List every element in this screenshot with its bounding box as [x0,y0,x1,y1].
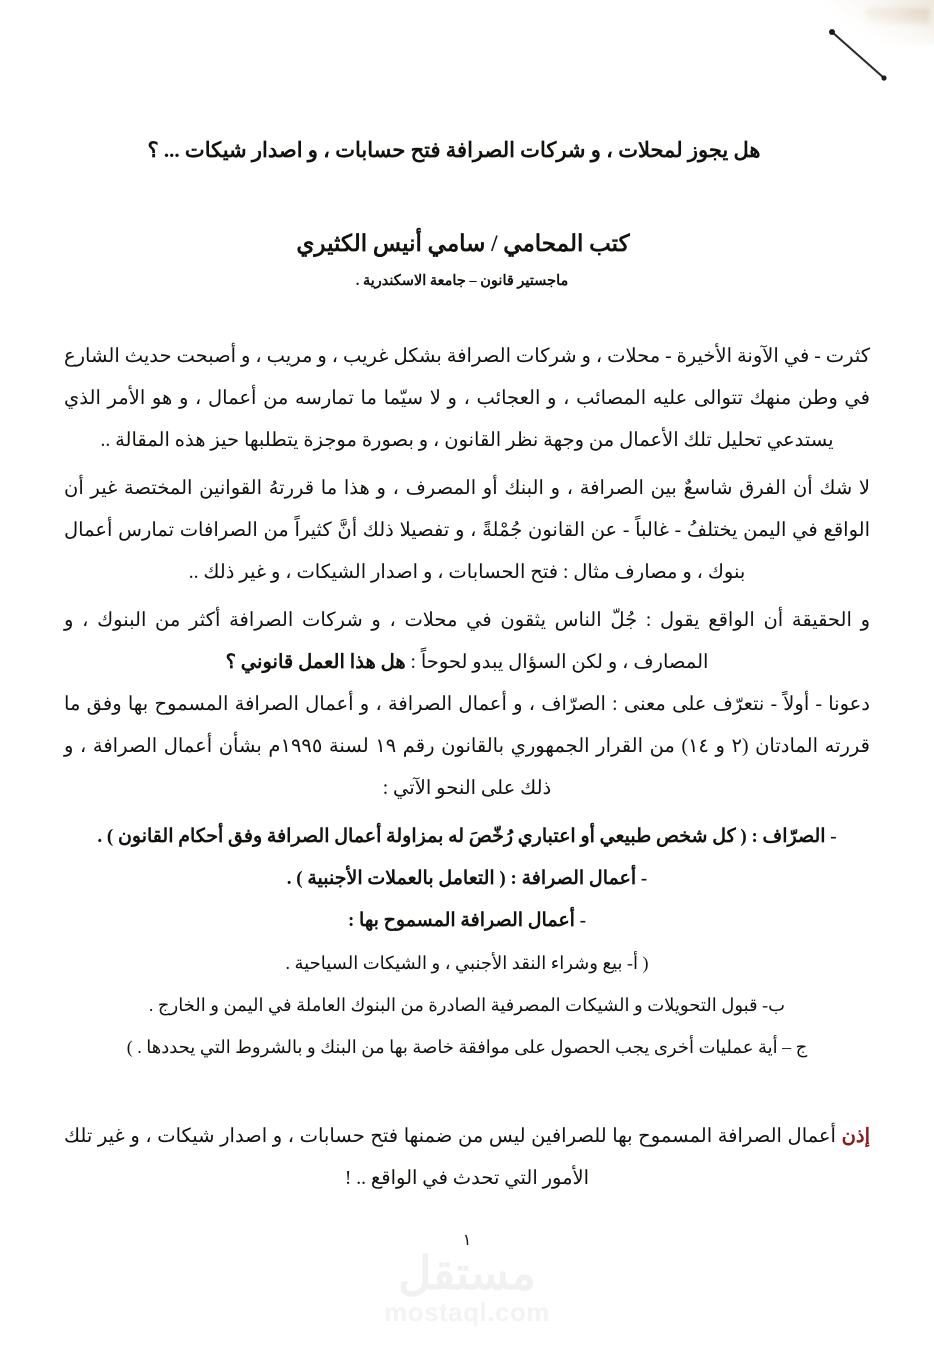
permitted-activity-item: ج – أية عمليات أخرى يجب الحصول على موافقة خاصة بها من البنك و بالشروط التي يحددها . ) [126,1037,808,1058]
body-paragraph: لا شك أن الفرق شاسعٌ بين الصرافة ، و البنك أو المصرف ، و هذا ما قررتهُ القوانين المختصة غير أن الواقع في اليمن يختلفُ - غالباً - عن القانون جُمْلةً ، و تفصيلا ذلك أنَّ كثيراً من الصرافات تمارس أعمال بنوك ، و مصارف مثال : فتح الحسابات ، و اصدار الشيكات ، و غير ذلك .. [64,478,870,584]
permitted-activity-item: ب- قبول التحويلات و الشيكات المصرفية الصادرة من البنوك العاملة في اليمن و الخارج . [148,995,786,1016]
definitions-intro-paragraph: دعونا - أولاً - نتعرّف على معنى : الصرّاف ، و أعمال الصرافة ، و أعمال الصرافة المسموح بها وفق ما قررته المادتان (٢ و ١٤) من القرار الجمهوري بالقانون رقم ١٩ لسنة ١٩٩٥م بشأن أعمال الصرافة ، و ذلك على النحو الآتي : [64,694,870,800]
conclusion-text: أعمال الصرافة المسموح بها للصرافين ليس من ضمنها فتح حسابات ، و اصدار شيكات ، و غير تلك الأمور التي تحدث في الواقع .. ! [64,1126,842,1190]
author-byline: كتب المحامي / سامي أنيس الكثيري [296,231,630,257]
page-number: ١ [462,1232,472,1249]
definition-item: - أعمال الصرافة المسموح بها : [347,910,587,932]
article-body [64,290,870,1200]
conclusion-paragraph [64,1068,870,1200]
watermark-domain-label: mostaql.com [384,1297,550,1327]
footer-watermark [0,1233,934,1325]
definition-item: - أعمال الصرافة : ( التعامل بالعملات الأجنبية ) . [286,868,648,890]
page-title: هل يجوز لمحلات ، و شركات الصرافة فتح حسابات ، و اصدار شيكات ... ؟ [147,138,761,162]
author-credential: ماجستير قانون – جامعة الاسكندرية . [355,273,569,290]
legal-question-highlight: هل هذا العمل قانوني ؟ [225,652,406,674]
definition-item: - الصرّاف : ( كل شخص طبيعي أو اعتباري رُخّصَ له بمزاولة أعمال الصرافة وفق أحكام القانون ) . [97,826,837,848]
reality-paragraph [64,600,870,684]
watermark-arabic-logo: مستقل [398,1248,536,1299]
reality-lead-text: و الحقيقة أن الواقع يقول : جُلّ الناس يثقون في محلات ، و شركات الصرافة أكثر من البنوك ، و المصارف ، و لكن السؤال يبدو لحوحاً : [64,610,870,674]
body-paragraph: كثرت - في الآونة الأخيرة - محلات ، و شركات الصرافة بشكل غريب ، و مريب ، و أصبحت حديث الشارع في وطن منهك تتوالى عليه المصائب ، و العجائب ، و لا سيّما ما تمارسه من أعمال ، و هو الأمر الذي يستدعي تحليل تلك الأعمال من وجهة نظر القانون ، و بصورة موجزة يتطلبها حيز هذه المقالة .. [64,346,870,452]
conclusion-keyword: إذن [841,1126,870,1148]
permitted-activity-item: ( أ- بيع وشراء النقد الأجنبي ، و الشيكات السياحية . [285,953,649,974]
